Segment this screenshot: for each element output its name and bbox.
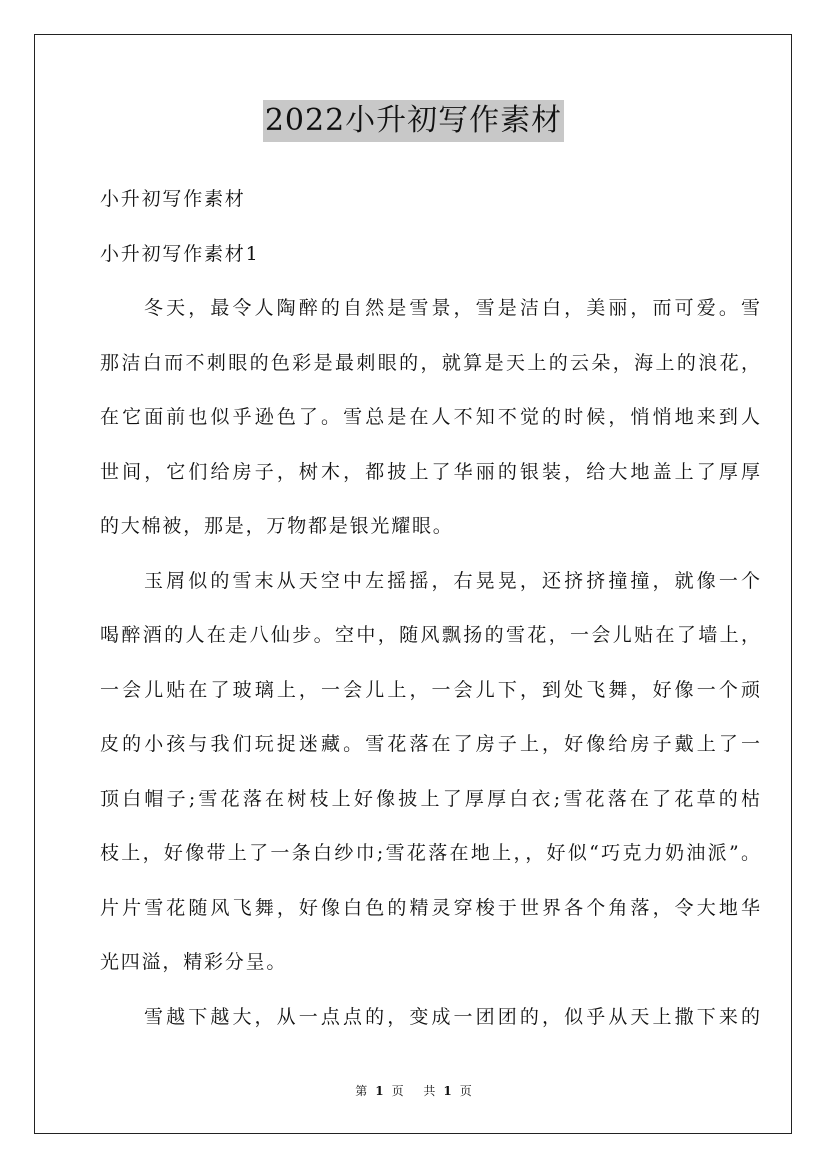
text-line: 那洁白而不刺眼的色彩是最刺眼的，就算是天上的云朵，海上的浪花， [100,351,760,374]
title-container [0,100,827,142]
text-line: 冬天，最令人陶醉的自然是雪景，雪是洁白，美丽，而可爱。雪 [144,297,760,319]
total-page-number: 1 [443,1084,452,1098]
page-prefix: 第 [355,1084,368,1098]
text-line: 皮的小孩与我们玩捉迷藏。雪花落在了房子上，好像给房子戴上了一 [100,733,760,755]
text-line: 玉屑似的雪末从天空中左摇摇，右晃晃，还挤挤撞撞，就像一个 [144,569,760,592]
page-footer [0,1081,827,1101]
text-line: 光四溢，精彩分呈。 [100,951,288,973]
document-body [100,172,760,1044]
current-page-number: 1 [375,1084,384,1098]
current-page-indicator [351,1084,407,1098]
text-line: 喝醉酒的人在走八仙步。空中，随风飘扬的雪花，一会儿贴在了墙上， [100,624,760,646]
text-line: 顶白帽子;雪花落在树枝上好像披上了厚厚白衣;雪花落在了花草的枯 [100,787,760,810]
text-line: 小升初写作素材 [100,188,246,210]
text-line: 一会儿贴在了玻璃上，一会儿上，一会儿下，到处飞舞，好像一个顽 [100,678,760,701]
total-prefix: 共 [423,1084,436,1098]
text-line: 片片雪花随风飞舞，好像白色的精灵穿梭于世界各个角落，令大地华 [100,896,760,919]
text-line: 枝上，好像带上了一条白纱巾;雪花落在地上，，好似“巧克力奶油派”。 [100,842,760,864]
text-line: 世间，它们给房子，树木，都披上了华丽的银装，给大地盖上了厚厚 [100,460,760,483]
text-line: 的大棉被，那是，万物都是银光耀眼。 [100,515,454,537]
total-suffix: 页 [459,1084,472,1098]
page-suffix: 页 [391,1084,404,1098]
text-line: 小升初写作素材1 [100,242,260,265]
total-page-indicator [419,1084,475,1098]
document-title: 2022小升初写作素材 [263,100,564,142]
text-line: 雪越下越大，从一点点的，变成一团团的，似乎从天上撒下来的 [144,1005,760,1028]
text-line: 在它面前也似乎逊色了。雪总是在人不知不觉的时候，悄悄地来到人 [100,406,760,428]
